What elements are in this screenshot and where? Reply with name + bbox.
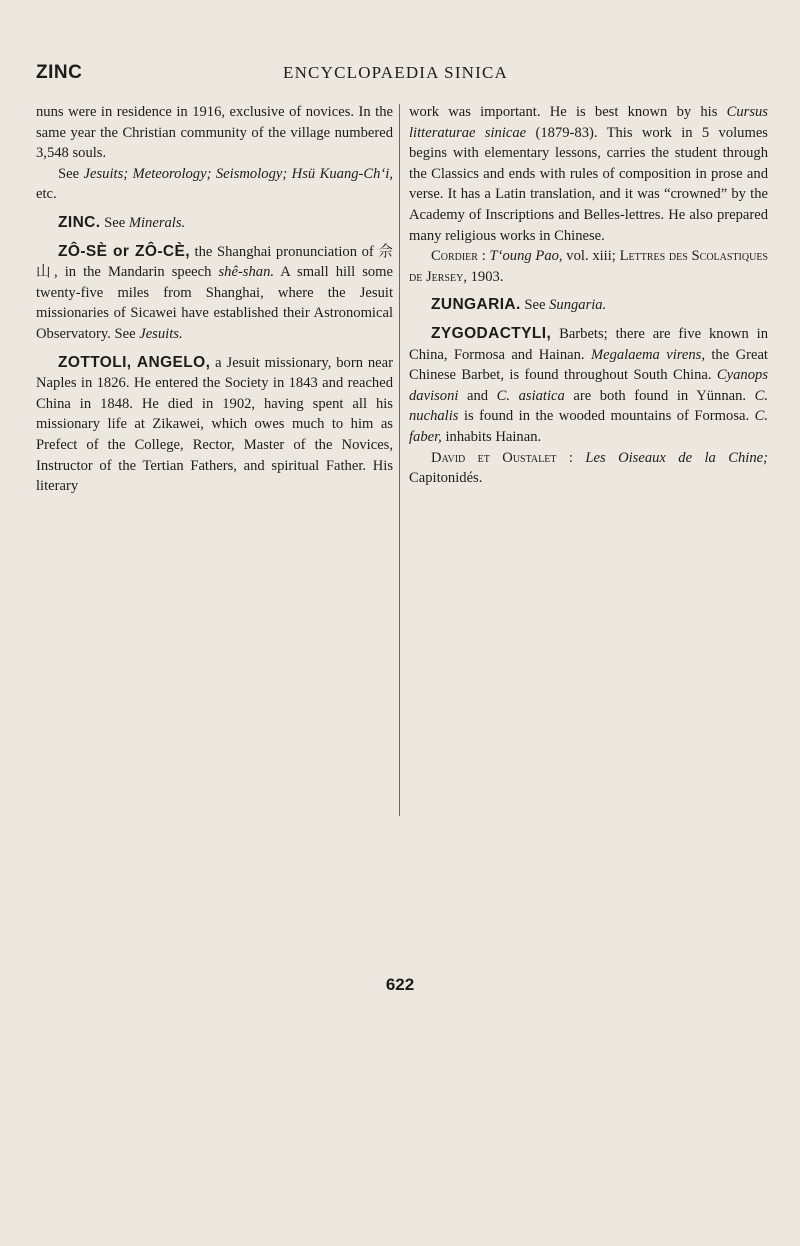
running-head-title: ENCYCLOPAEDIA SINICA [283,63,509,82]
see-also-line: See Jesuits; Meteorology; Seismology; Hsü Kuang-Ch‘i, etc. [36,165,393,203]
continued-paragraph: nuns were in residence in 1916, exclusive of novices. In the same year the Christian community of the village numbered 3,548 souls. [36,104,393,162]
continued-paragraph-zottoli: work was important. He is best known by his Cursus litteraturae sinicae (1879-83). This work in 5 volumes begins with elementary lessons, carries the student through the Classics and ends with rules of composition in prose and verse. It has a Latin translation, and it was “crowned” by the Academy of Inscriptions and Belles-lettres. He also prepared many religious works in Chinese. [409,104,768,244]
entry-zinc: ZINC. See Minerals. [58,213,186,231]
entry-zottoli: ZOTTOLI, ANGELO, a Jesuit missionary, born near Naples in 1826. He entered the Society in 1843 and reached China in 1848. He died in 1902, having spent all his missionary life at Zikawei, which owes much to him as Prefect of the College, Rector, Master of the Novices, Instructor of the Tertian Fathers, and spiritual Father. His literary [36,353,394,495]
headword-zinc: ZINC. [58,213,101,231]
page-number: 622 [385,975,415,994]
chinese-characters: 佘山 [36,243,393,281]
cross-reference-jesuits: Jesuits. [139,325,183,342]
entry-zygodactyli: ZYGODACTYLI, Barbets; there are five known in China, Formosa and Hainan. Megalaema virens, the Great Chinese Barbet, is found throughout South China. Cyanops davisoni and C. asiatica are both found in Yünnan. C. nuchalis is found in the wooded mountains of Formosa. C. faber, inhabits Hainan. [409,324,768,445]
headword-zo-se: ZÔ-SÈ or ZÔ-CÈ, [58,242,190,260]
left-column [36,102,393,497]
running-head [0,62,800,88]
headword-zygodactyli: ZYGODACTYLI, [431,324,552,342]
right-column [409,102,768,489]
entry-zungaria: ZUNGARIA. See Sungaria. [431,296,607,314]
bibliography-zottoli: Cordier : T‘oung Pao, vol. xiii; Lettres des Scolastiques de Jersey, 1903. [409,248,768,285]
headword-zungaria: ZUNGARIA. [431,296,521,314]
column-divider [399,104,400,816]
cross-reference-sungaria: Sungaria. [549,297,607,314]
headword-zottoli: ZOTTOLI, ANGELO, [58,353,211,371]
running-head-keyword: ZINC [36,62,83,83]
see-also-references: Jesuits; Meteorology; Seismology; Hsü Kuang-Ch‘i, [83,165,393,182]
entry-zo-se: ZÔ-SÈ or ZÔ-CÈ, the Shanghai pronunciation of 佘山, in the Mandarin speech shê-shan. A small hill some twenty-five miles from Shanghai, where the Jesuit missionaries of Sicawei have established their Astronomical Observatory. See Jesuits. [36,242,394,342]
bibliography-zygodactyli: David et Oustalet : Les Oiseaux de la Chine; Capitonidés. [409,449,768,487]
cross-reference-minerals: Minerals. [128,214,186,231]
